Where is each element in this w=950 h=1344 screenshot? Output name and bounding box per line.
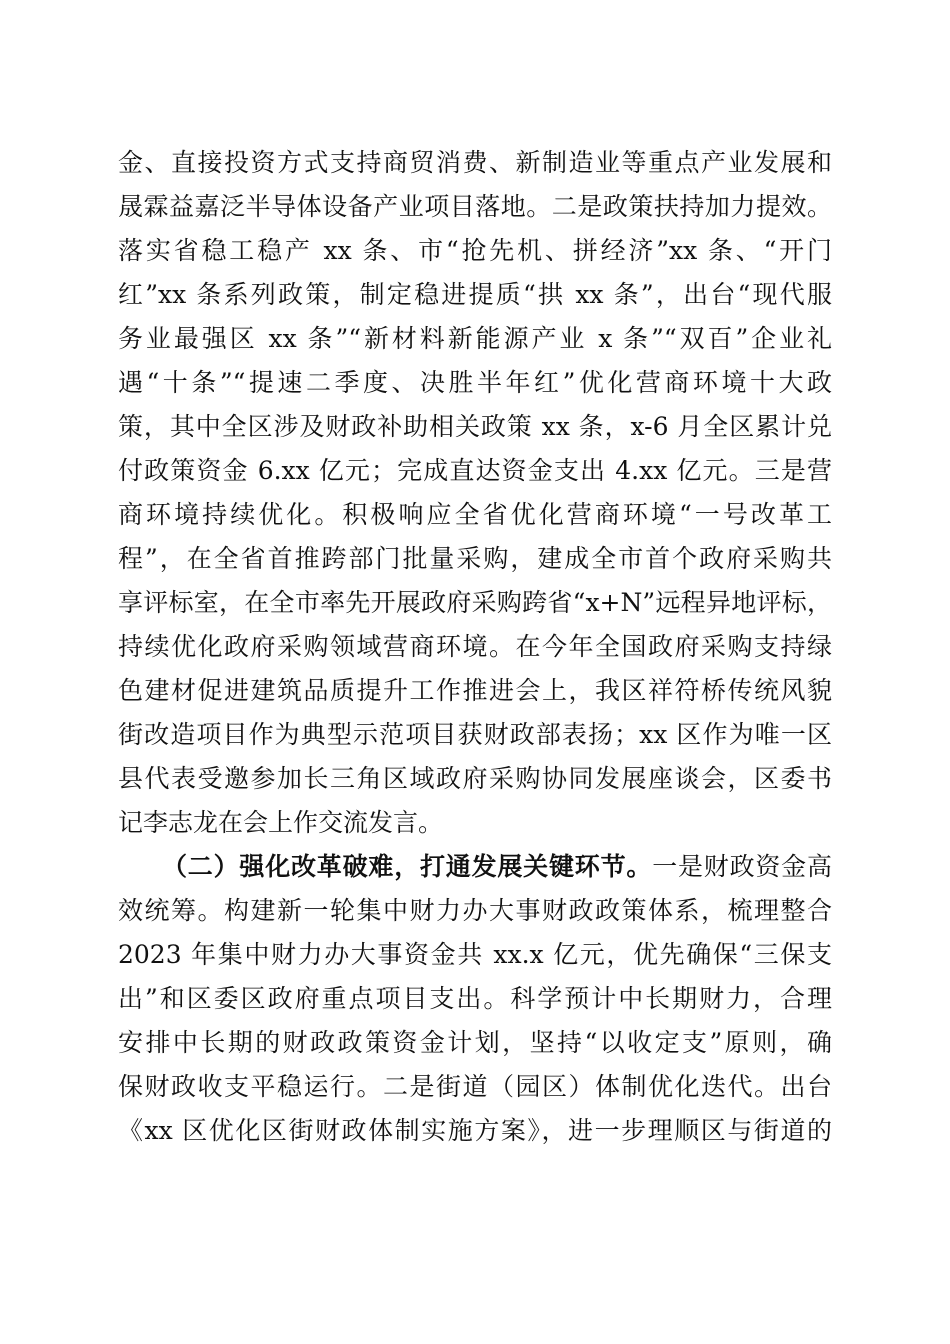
text-line-7: 策，其中全区涉及财政补助相关政策 xx 条，x-6 月全区累计兑 bbox=[118, 412, 832, 441]
text-line-10: 程”，在全省首推跨部门批量采购，建成全市首个政府采购共 bbox=[118, 544, 832, 573]
section-2-line-3: 出”和区委区政府重点项目支出。科学预计中长期财力，合理 bbox=[118, 984, 832, 1013]
section-2-first-rest: 一是财政资金高 bbox=[652, 852, 832, 881]
text-line-3: 落实省稳工稳产 xx 条、市“抢先机、拼经济”xx 条、“开门 bbox=[118, 236, 832, 265]
section-2-line-4: 安排中长期的财政政策资金计划，坚持“以收定支”原则，确 bbox=[118, 1028, 832, 1057]
document-body bbox=[118, 141, 832, 1153]
text-line-5: 务业最强区 xx 条”“新材料新能源产业 x 条”“双百”企业礼 bbox=[118, 324, 832, 353]
text-line-8: 付政策资金 6.xx 亿元；完成直达资金支出 4.xx 亿元。三是营 bbox=[118, 456, 832, 485]
text-line-16: 记李志龙在会上作交流发言。 bbox=[118, 808, 444, 837]
text-line-1: 金、直接投资方式支持商贸消费、新制造业等重点产业发展和 bbox=[118, 148, 832, 177]
text-line-13: 色建材促进建筑品质提升工作推进会上，我区祥符桥传统风貌 bbox=[118, 676, 832, 705]
text-line-6: 遇“十条”“提速二季度、决胜半年红”优化营商环境十大政 bbox=[118, 368, 832, 397]
section-2-line-1: 效统筹。构建新一轮集中财力办大事财政政策体系，梳理整合 bbox=[118, 896, 832, 925]
text-line-12: 持续优化政府采购领域营商环境。在今年全国政府采购支持绿 bbox=[118, 632, 832, 661]
text-line-11: 享评标室，在全市率先开展政府采购跨省“x+N”远程异地评标， bbox=[118, 588, 832, 617]
text-line-2: 晟霖益嘉泛半导体设备产业项目落地。二是政策扶持加力提效。 bbox=[118, 192, 832, 221]
section-2-line-6: 《xx 区优化区街财政体制实施方案》，进一步理顺区与街道的 bbox=[118, 1116, 832, 1145]
text-line-9: 商环境持续优化。积极响应全省优化营商环境“一号改革工 bbox=[118, 500, 832, 529]
section-2-line-2: 2023 年集中财力办大事资金共 xx.x 亿元，优先确保“三保支 bbox=[118, 940, 832, 969]
section-2-first-line bbox=[118, 845, 832, 889]
text-line-14: 街改造项目作为典型示范项目获财政部表扬；xx 区作为唯一区 bbox=[118, 720, 832, 749]
text-line-4: 红”xx 条系列政策，制定稳进提质“拱 xx 条”，出台“现代服 bbox=[118, 280, 832, 309]
text-line-15: 县代表受邀参加长三角区域政府采购协同发展座谈会，区委书 bbox=[118, 764, 832, 793]
section-2-line-5: 保财政收支平稳运行。二是街道（园区）体制优化迭代。出台 bbox=[118, 1072, 832, 1101]
section-2-heading: （二）强化改革破难，打通发展关键环节。 bbox=[162, 852, 653, 881]
